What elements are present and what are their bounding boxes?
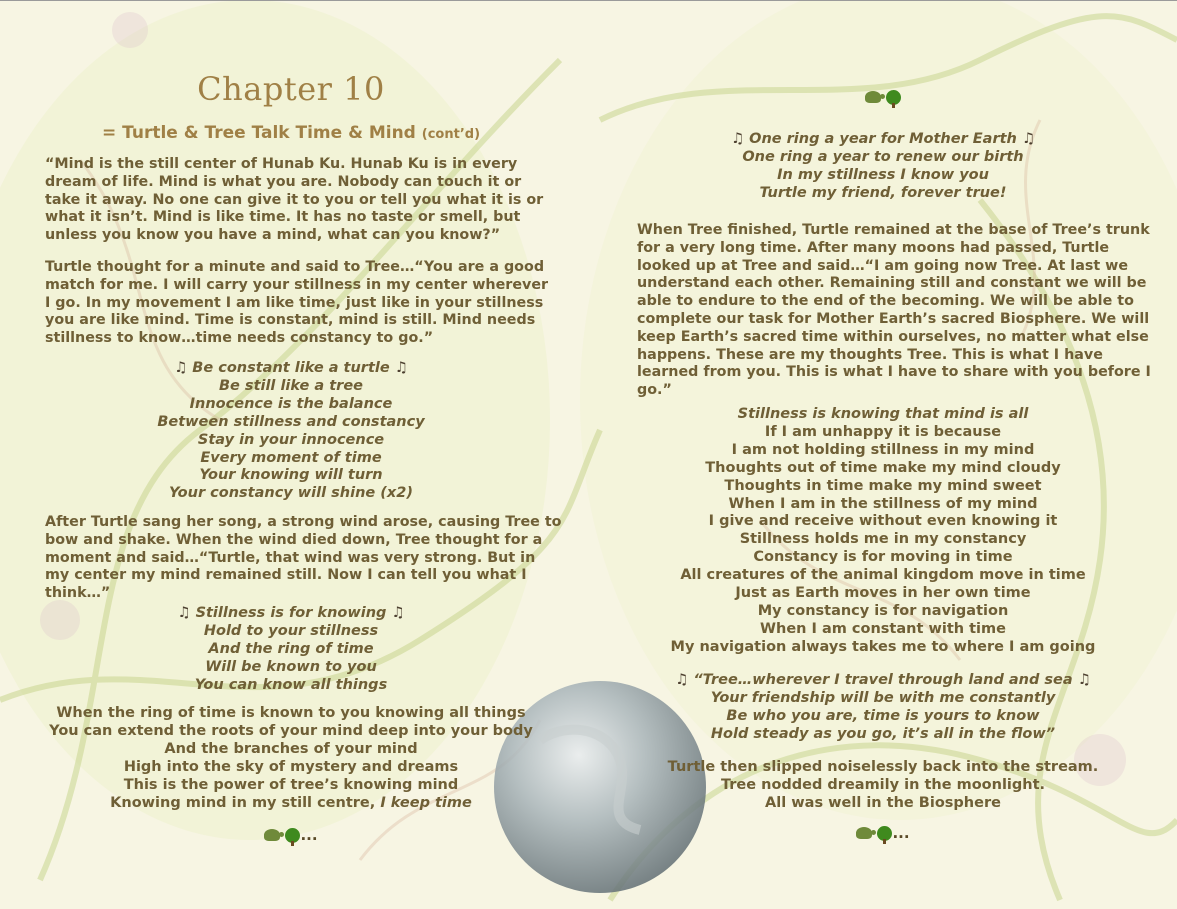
song-line: One ring a year to renew our birth bbox=[742, 148, 1024, 165]
paragraph-line: After Turtle sang her song, a strong wind arose, causing Tree to bbox=[45, 514, 562, 530]
section-subtitle bbox=[45, 123, 537, 143]
section-end-mark bbox=[45, 824, 537, 845]
song-line bbox=[45, 360, 537, 378]
song-line: Hold to your stillness bbox=[203, 622, 379, 639]
song-line bbox=[45, 605, 537, 623]
paragraph-line: for a very long time. After many moons had passed, Turtle bbox=[637, 239, 1110, 256]
paragraph-line: looked up at Tree and said…“I am going now Tree. At last we bbox=[637, 257, 1129, 274]
paragraph-line: take it away. No one can give it to you or tell you what it is or bbox=[45, 191, 544, 208]
paragraph-line: I go. In my movement I am like time, just like in your stillness bbox=[45, 294, 544, 311]
verse-line: If I am unhappy it is because bbox=[764, 423, 1002, 440]
verse-line: This is the power of tree’s knowing mind bbox=[123, 776, 459, 793]
subtitle-cont: (cont’d) bbox=[421, 127, 481, 142]
song-1 bbox=[45, 360, 537, 503]
verse-line: My navigation always takes me to where I am going bbox=[670, 638, 1096, 655]
paragraph-line: bow and shake. When the wind died down, Tree thought for a bbox=[45, 531, 543, 548]
paragraph-3 bbox=[45, 514, 562, 603]
paragraph-line: stillness to know…time needs constancy to go.” bbox=[45, 330, 434, 347]
song-line: Will be known to you bbox=[205, 658, 377, 675]
paragraph-1 bbox=[45, 156, 544, 245]
verse-line: Stillness holds me in my constancy bbox=[739, 531, 1027, 548]
verse-line-italic: I keep time bbox=[380, 794, 472, 811]
paragraph-4 bbox=[637, 222, 1151, 400]
closing-line: All was well in the Biosphere bbox=[765, 794, 1001, 811]
song-line: Innocence is the balance bbox=[189, 395, 393, 412]
paragraph-line: what it isn’t. Mind is like time. It has no taste or smell, but bbox=[45, 209, 521, 226]
verse-1 bbox=[45, 705, 537, 812]
song-line: Your knowing will turn bbox=[199, 467, 383, 484]
song-line: Stay in your innocence bbox=[197, 431, 385, 448]
song-line: In my stillness I know you bbox=[777, 166, 989, 183]
song-line: You can know all things bbox=[194, 676, 388, 693]
song-4 bbox=[637, 672, 1129, 744]
music-note-icon: ♫ bbox=[394, 360, 408, 376]
song-line-text: Stillness is for knowing bbox=[195, 605, 387, 621]
verse-line: Constancy is for moving in time bbox=[753, 549, 1013, 566]
verse-line: High into the sky of mystery and dreams bbox=[123, 758, 459, 775]
end-ellipsis: ... bbox=[892, 824, 910, 842]
paragraph-line: learned from you. This is what I have to share with you before I bbox=[637, 364, 1151, 381]
verse-line: And the branches of your mind bbox=[164, 740, 418, 757]
verse-line: Thoughts out of time make my mind cloudy bbox=[705, 459, 1061, 476]
song-line bbox=[637, 131, 1129, 149]
tree-icon bbox=[877, 826, 892, 841]
paragraph-line: think…” bbox=[45, 585, 111, 602]
song-line: Between stillness and constancy bbox=[157, 413, 425, 430]
turtle-icon bbox=[264, 829, 280, 841]
song-line: Be who you are, time is yours to know bbox=[726, 707, 1040, 724]
verse-line: You can extend the roots of your mind deep into your body bbox=[49, 722, 533, 739]
verse-line: I am not holding stillness in my mind bbox=[731, 441, 1035, 458]
paragraph-line: go.” bbox=[637, 382, 672, 399]
song-3 bbox=[637, 131, 1129, 203]
section-start-mark bbox=[637, 86, 1129, 107]
verse-line: Thoughts in time make my mind sweet bbox=[724, 477, 1042, 494]
closing-line: Tree nodded dreamily in the moonlight. bbox=[720, 776, 1046, 793]
paragraph-line: complete our task for Mother Earth’s sacred Biosphere. We will bbox=[637, 310, 1150, 327]
song-line bbox=[637, 672, 1129, 690]
paragraph-line: dream of life. Mind is what you are. Nobody can touch it or bbox=[45, 173, 522, 190]
music-note-icon: ♫ bbox=[391, 605, 405, 621]
top-border bbox=[0, 0, 1177, 1]
tree-icon bbox=[285, 828, 300, 843]
verse-line bbox=[45, 795, 537, 813]
paragraph-line: “Mind is the still center of Hunab Ku. Hunab Ku is in every bbox=[45, 156, 518, 172]
music-note-icon: ♫ bbox=[731, 131, 745, 147]
music-note-icon: ♫ bbox=[174, 360, 188, 376]
verse-line: When the ring of time is known to you knowing all things bbox=[56, 705, 526, 721]
paragraph-line: When Tree finished, Turtle remained at the base of Tree’s trunk bbox=[637, 222, 1150, 238]
closing-line: Turtle then slipped noiselessly back into the stream. bbox=[667, 759, 1099, 775]
paragraph-line: able to endure to the end of the becoming. We will be able to bbox=[637, 293, 1134, 310]
song-line-text: One ring a year for Mother Earth bbox=[749, 131, 1017, 147]
verse-line: My constancy is for navigation bbox=[757, 602, 1009, 619]
paragraph-2 bbox=[45, 259, 549, 348]
music-note-icon: ♫ bbox=[675, 672, 689, 688]
song-line: Your friendship will be with me constantly bbox=[710, 689, 1056, 706]
turtle-icon bbox=[865, 91, 881, 103]
song-line-text: “Tree…wherever I travel through land and sea bbox=[693, 672, 1073, 688]
paragraph-line: moment and said…“Turtle, that wind was very strong. But in bbox=[45, 549, 536, 566]
subtitle-main: = Turtle & Tree Talk Time & Mind bbox=[101, 123, 416, 143]
song-line: And the ring of time bbox=[208, 640, 374, 657]
song-line: Your constancy will shine (x2) bbox=[169, 485, 413, 502]
song-line: Be still like a tree bbox=[219, 377, 363, 394]
song-line: Every moment of time bbox=[200, 449, 382, 466]
verse-line-text: Knowing mind in my still centre, bbox=[110, 794, 376, 811]
chapter-title: Chapter 10 bbox=[197, 70, 385, 108]
verse-2 bbox=[637, 406, 1129, 657]
verse-line-italic: Stillness is knowing that mind is all bbox=[737, 406, 1029, 422]
turtle-icon bbox=[856, 827, 872, 839]
closing-lines bbox=[637, 759, 1129, 813]
song-line-text: Be constant like a turtle bbox=[192, 360, 390, 376]
paragraph-line: my center my mind remained still. Now I can tell you what I bbox=[45, 567, 527, 584]
paragraph-line: keep Earth’s sacred time within ourselves, no matter what else bbox=[637, 328, 1149, 345]
verse-line: When I am constant with time bbox=[760, 620, 1006, 637]
song-line: Hold steady as you go, it’s all in the flow” bbox=[710, 725, 1056, 742]
paragraph-line: understand each other. Remaining still and constant we will be bbox=[637, 275, 1147, 292]
verse-line: I give and receive without even knowing it bbox=[708, 513, 1058, 530]
paragraph-line: you are like mind. Time is constant, mind is still. Mind needs bbox=[45, 312, 536, 329]
verse-line: All creatures of the animal kingdom move in time bbox=[680, 567, 1086, 584]
music-note-icon: ♫ bbox=[1021, 131, 1035, 147]
song-2 bbox=[45, 605, 537, 695]
paragraph-line: unless you know you have a mind, what can you know?” bbox=[45, 227, 501, 244]
music-note-icon: ♫ bbox=[1077, 672, 1091, 688]
music-note-icon: ♫ bbox=[177, 605, 191, 621]
paragraph-line: happens. These are my thoughts Tree. This is what I have bbox=[637, 346, 1103, 363]
section-end-mark bbox=[637, 822, 1129, 843]
paragraph-line: match for me. I will carry your stillness in my center wherever bbox=[45, 276, 549, 293]
tree-icon bbox=[886, 90, 901, 105]
end-ellipsis: ... bbox=[300, 826, 318, 844]
verse-line: Just as Earth moves in her own time bbox=[735, 585, 1031, 602]
song-line: Turtle my friend, forever true! bbox=[759, 184, 1007, 201]
verse-line: When I am in the stillness of my mind bbox=[728, 495, 1038, 512]
paragraph-line: Turtle thought for a minute and said to Tree…“You are a good bbox=[45, 259, 545, 275]
